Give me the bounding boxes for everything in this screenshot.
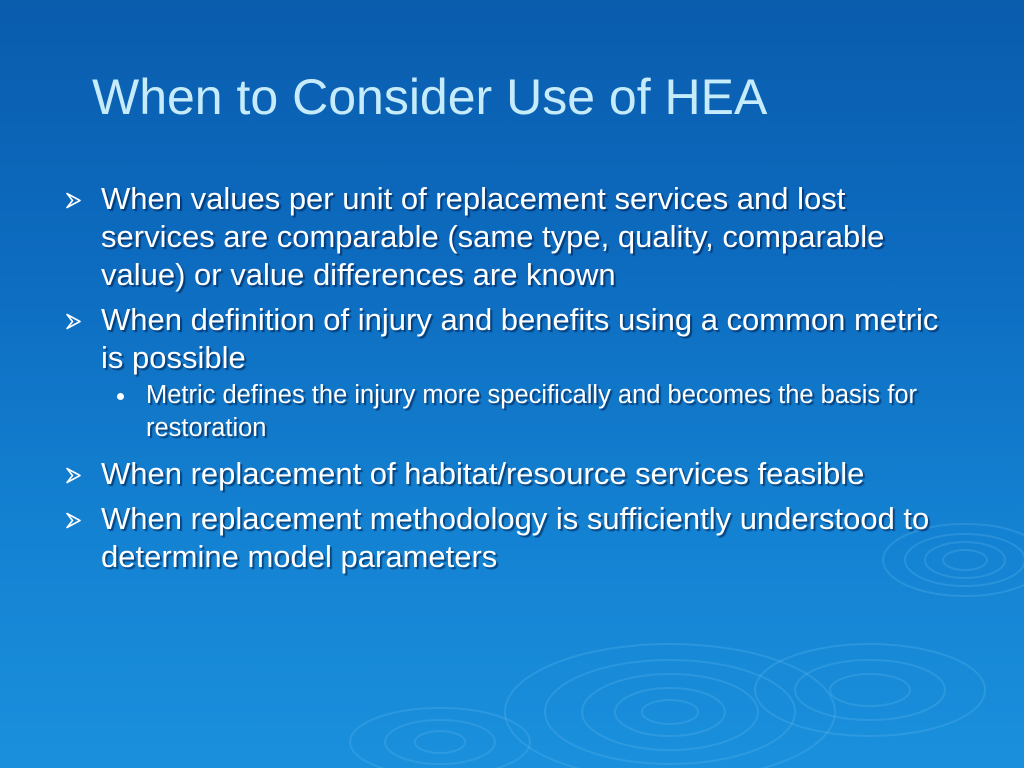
bullet-text: When replacement methodology is sufficiently understood to determine model parameters <box>101 501 930 574</box>
bullet-list <box>62 180 962 583</box>
bullet-text: When definition of injury and benefits using a common metric is possible <box>101 302 939 375</box>
bullet-item <box>62 180 962 294</box>
slide-title: When to Consider Use of HEA <box>92 69 768 125</box>
sub-bullet-text: Metric defines the injury more specifically and becomes the basis for restoration <box>146 381 918 442</box>
arrowhead-icon <box>62 500 84 538</box>
arrowhead-icon <box>62 455 84 493</box>
bullet-text: When values per unit of replacement services and lost services are comparable (same type, quality, comparable value) or value differences are known <box>101 181 885 292</box>
dot-icon <box>117 379 129 412</box>
bullet-text: When replacement of habitat/resource services feasible <box>101 456 865 491</box>
sub-bullet-item <box>62 379 962 445</box>
bullet-item <box>62 455 962 493</box>
arrowhead-icon <box>62 301 84 339</box>
arrowhead-icon <box>62 180 84 218</box>
bullet-item <box>62 500 962 576</box>
bullet-item <box>62 301 962 377</box>
